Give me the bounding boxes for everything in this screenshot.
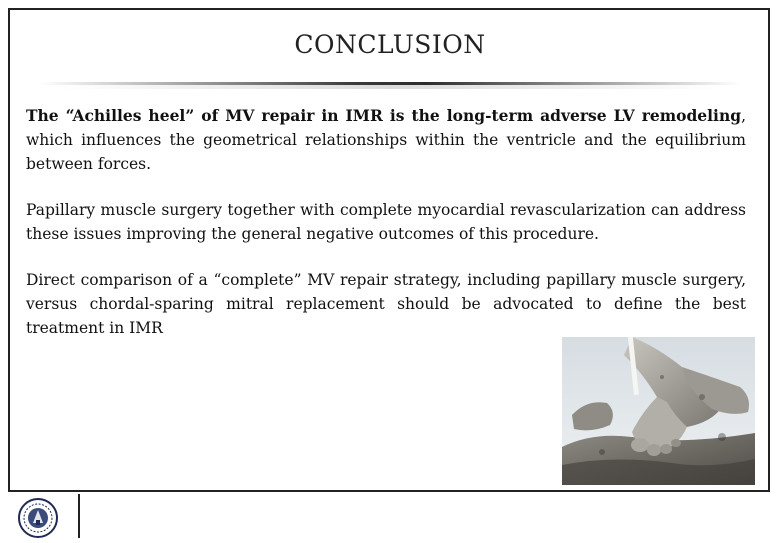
title-underline-shadow <box>60 85 720 89</box>
paragraph-1-rest: , which influences the geometrical relationships within the ventricle and the equilibrium between forces. <box>26 107 746 173</box>
slide-body <box>26 104 746 362</box>
paragraph-1-bold: The “Achilles heel” of MV repair in IMR is the long-term adverse LV remodeling <box>26 106 742 125</box>
seal-icon <box>16 497 60 539</box>
statue-foot-illustration <box>562 337 755 485</box>
paragraph-3: Direct comparison of a “complete” MV repair strategy, including papillary muscle surgery, versus chordal-sparing mitral replacement should be advocated to define the best treatment in IMR <box>26 271 746 337</box>
statue-foot-photo <box>562 337 755 485</box>
slide-title: CONCLUSION <box>294 30 486 59</box>
university-seal-logo <box>16 497 60 539</box>
footer-divider <box>78 494 80 538</box>
paragraph-1 <box>26 104 746 176</box>
paragraph-2: Papillary muscle surgery together with complete myocardial revascularization can address these issues improving the general negative outcomes of this procedure. <box>26 201 746 243</box>
